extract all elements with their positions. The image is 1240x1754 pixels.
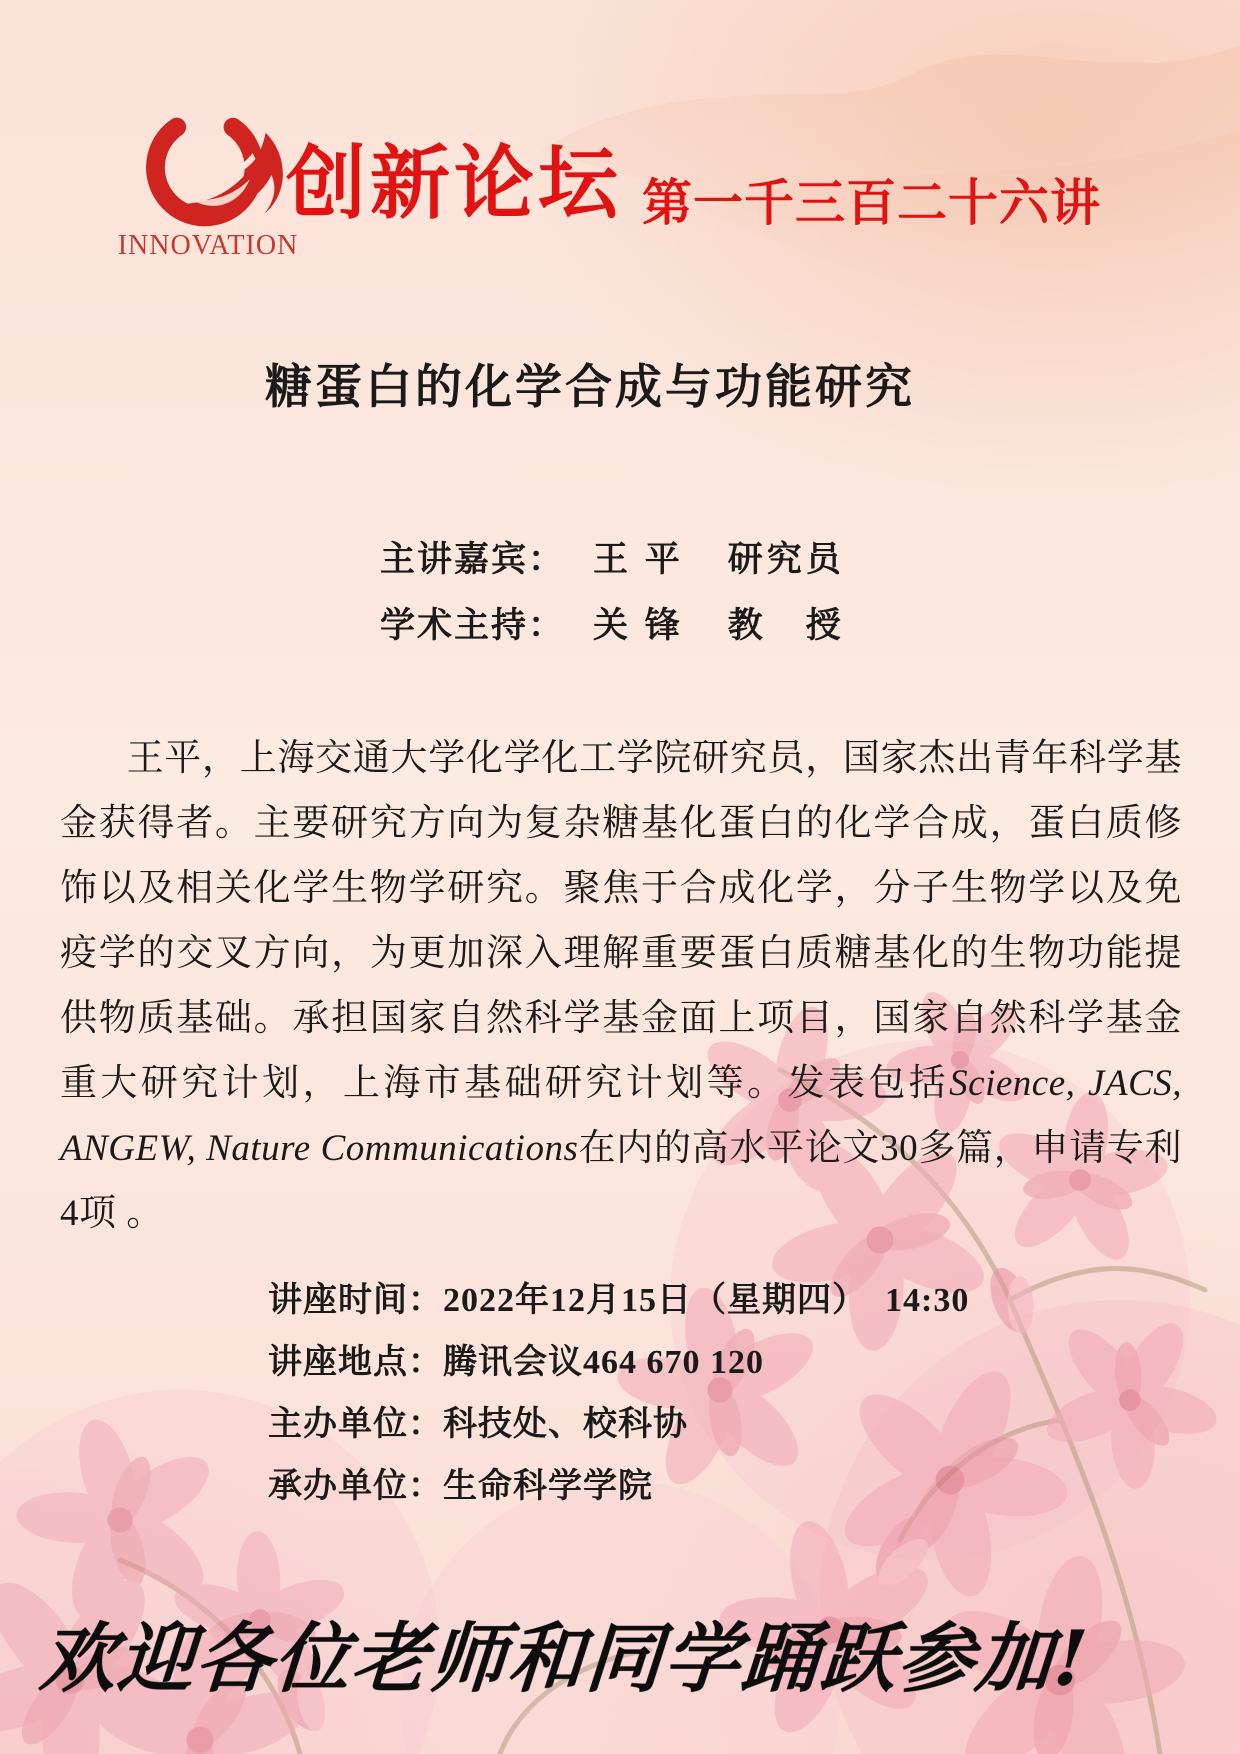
speaker-row	[380, 532, 845, 598]
speaker-title: 研究员	[727, 540, 845, 579]
speaker-host-block	[380, 532, 845, 664]
detail-organizer-label: 主办单位：	[268, 1406, 443, 1443]
host-name: 关 锋	[593, 606, 684, 645]
detail-undertaker-row	[268, 1458, 969, 1520]
detail-time-label: 讲座时间：	[268, 1282, 443, 1319]
detail-undertaker-label: 承办单位：	[268, 1468, 443, 1505]
host-label: 学术主持：	[380, 606, 566, 645]
logo-wordmark: INNOVATION	[117, 230, 299, 261]
welcome-message: 欢迎各位老师和同学踊跃参加!	[36, 1614, 1093, 1703]
detail-location-value: 腾讯会议464 670 120	[443, 1344, 764, 1381]
detail-organizer-value: 科技处、校科协	[443, 1406, 688, 1443]
lecture-details-block	[268, 1272, 969, 1520]
speaker-bio-paragraph: 王平，上海交通大学化学化工学院研究员，国家杰出青年科学基金获得者。主要研究方向为复杂糖基化蛋白的化学合成，蛋白质修饰以及相关化学生物学研究。聚焦于合成化学，分子生物学以及免疫学的交叉方向，为更加深入理解重要蛋白质糖基化的生物功能提供物质基础。承担国家自然科学基金面上项目，国家自然科学基金重大研究计划，上海市基础研究计划等。发表包括Science, JACS, ANGEW, Nature Communications在内的高水平论文30多篇，申请专利4项 。	[60, 738, 1183, 1234]
forum-title: 创新论坛	[286, 139, 622, 228]
speaker-name: 王 平	[593, 540, 684, 579]
lecture-number: 第一千三百二十六讲	[642, 175, 1101, 231]
detail-undertaker-value: 生命科学学院	[443, 1468, 653, 1505]
lecture-title: 糖蛋白的化学合成与功能研究	[265, 362, 915, 414]
detail-time-row	[268, 1272, 969, 1334]
detail-organizer-row	[268, 1396, 969, 1458]
detail-location-label: 讲座地点：	[268, 1344, 443, 1381]
host-row	[380, 598, 845, 664]
speaker-label: 主讲嘉宾：	[380, 540, 566, 579]
detail-time-value: 2022年12月15日（星期四） 14:30	[443, 1282, 970, 1319]
detail-location-row	[268, 1334, 969, 1396]
innovation-logo-icon	[112, 98, 312, 243]
host-title: 教 授	[727, 606, 845, 645]
